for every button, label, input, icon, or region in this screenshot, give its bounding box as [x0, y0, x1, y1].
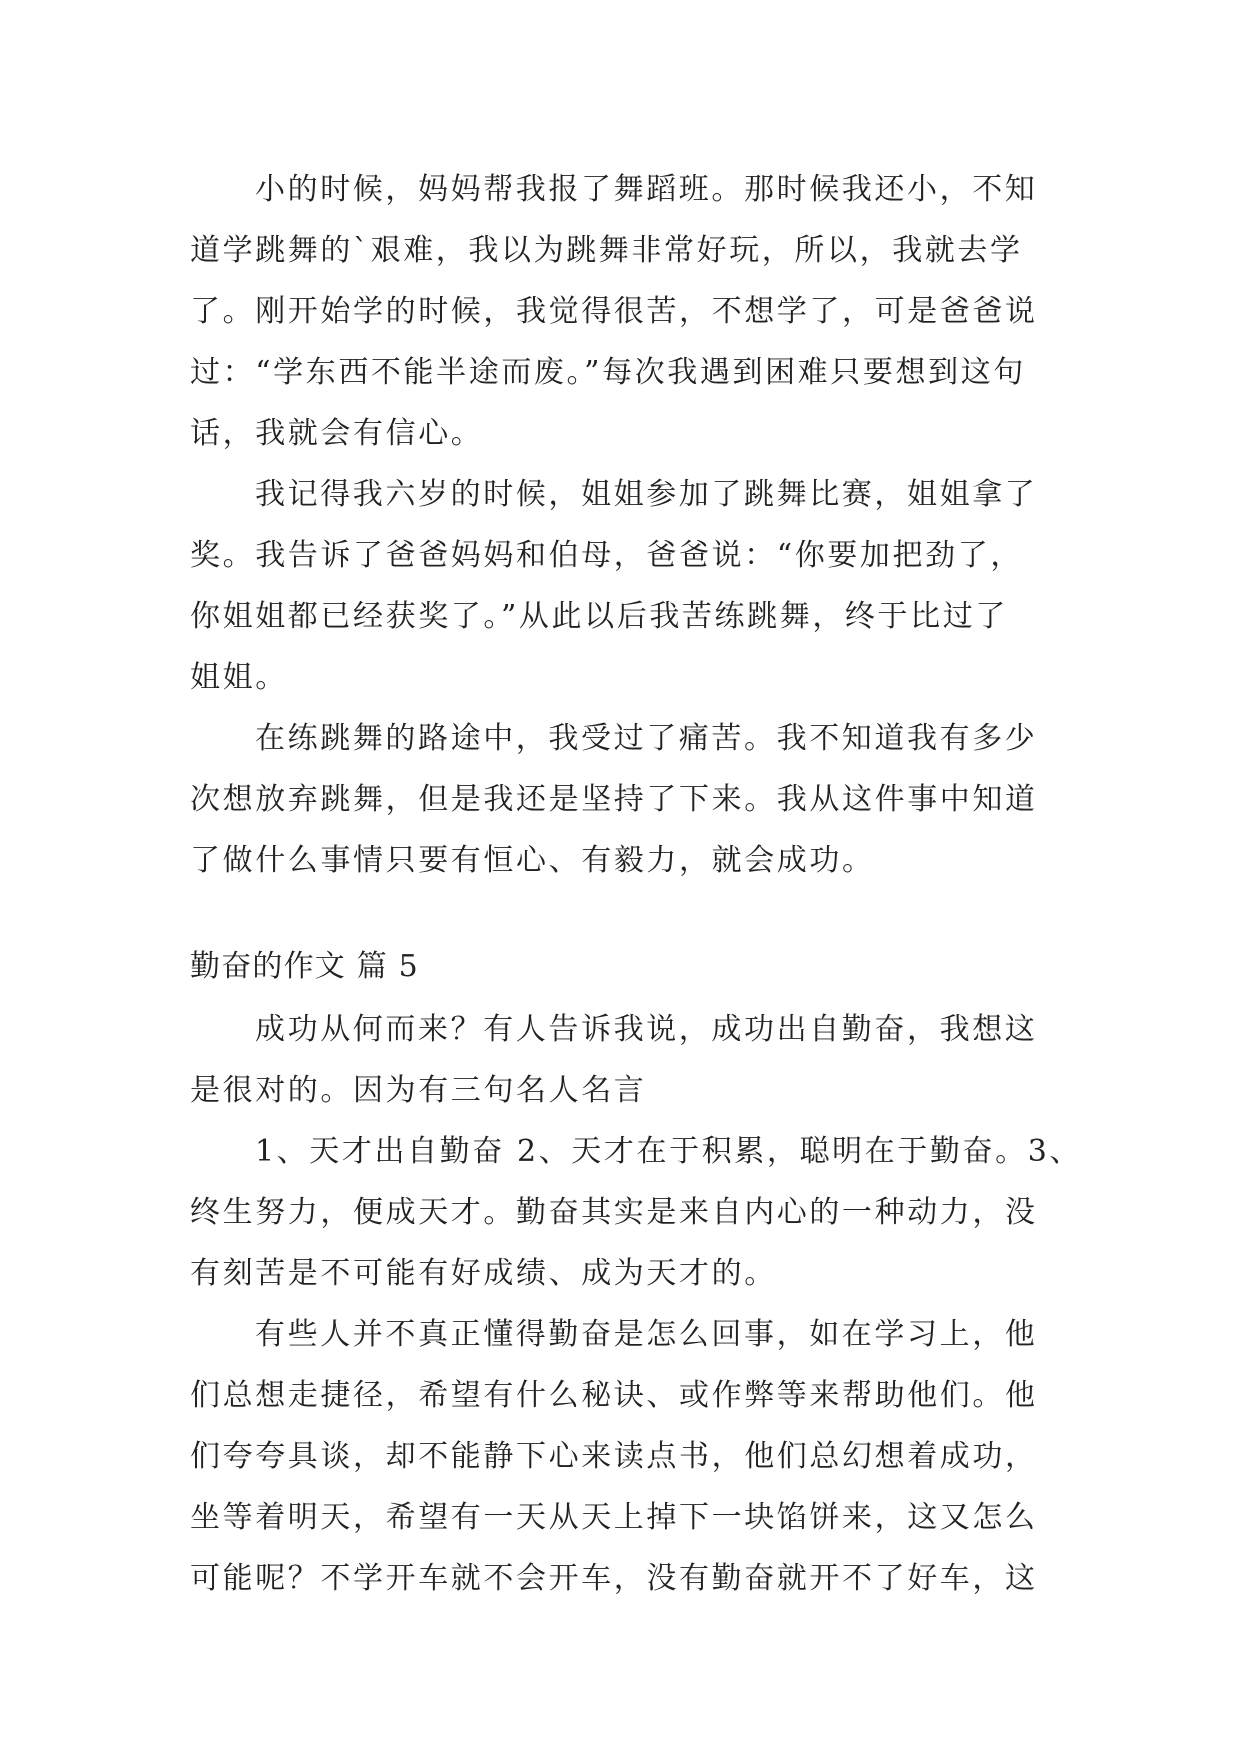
paragraph-line: 过：“学东西不能半途而废。”每次我遇到困难只要想到这句: [190, 355, 1026, 390]
paragraph-line: 道学跳舞的`艰难，我以为跳舞非常好玩，所以，我就去学: [190, 233, 1023, 268]
paragraph-line: 了。刚开始学的时候，我觉得很苦，不想学了，可是爸爸说: [190, 294, 1038, 329]
paragraph-line: 你姐姐都已经获奖了。”从此以后我苦练跳舞，终于比过了: [190, 599, 1008, 634]
paragraph-line: 姐姐。: [190, 660, 288, 695]
paragraph-line: 们夸夸具谈，却不能静下心来读点书，他们总幻想着成功，: [190, 1439, 1038, 1474]
paragraph-line: 有刻苦是不可能有好成绩、成为天才的。: [190, 1256, 777, 1291]
section-heading: 勤奋的作文 篇 5: [190, 949, 419, 984]
paragraph-line: 1、天才出自勤奋 2、天才在于积累，聪明在于勤奋。3、: [255, 1134, 1082, 1169]
paragraph-line: 终生努力，便成天才。勤奋其实是来自内心的一种动力，没: [190, 1195, 1038, 1230]
paragraph-line: 奖。我告诉了爸爸妈妈和伯母，爸爸说：“你要加把劲了，: [190, 538, 1023, 573]
paragraph-line: 坐等着明天，希望有一天从天上掉下一块馅饼来，这又怎么: [190, 1500, 1038, 1535]
paragraph-line: 在练跳舞的路途中，我受过了痛苦。我不知道我有多少: [255, 721, 1038, 756]
paragraph-line: 次想放弃跳舞，但是我还是坚持了下来。我从这件事中知道: [190, 782, 1038, 817]
paragraph-line: 话，我就会有信心。: [190, 416, 484, 451]
paragraph-line: 可能呢？不学开车就不会开车，没有勤奋就开不了好车，这: [190, 1561, 1038, 1596]
paragraph-line: 是很对的。因为有三句名人名言: [190, 1073, 647, 1108]
paragraph-line: 成功从何而来？有人告诉我说，成功出自勤奋，我想这: [255, 1012, 1038, 1047]
paragraph-line: 我记得我六岁的时候，姐姐参加了跳舞比赛，姐姐拿了: [255, 477, 1038, 512]
paragraph-line: 有些人并不真正懂得勤奋是怎么回事，如在学习上，他: [255, 1317, 1038, 1352]
paragraph-line: 小的时候，妈妈帮我报了舞蹈班。那时候我还小，不知: [255, 172, 1038, 207]
paragraph-line: 们总想走捷径，希望有什么秘诀、或作弊等来帮助他们。他: [190, 1378, 1038, 1413]
paragraph-line: 了做什么事情只要有恒心、有毅力，就会成功。: [190, 843, 875, 878]
